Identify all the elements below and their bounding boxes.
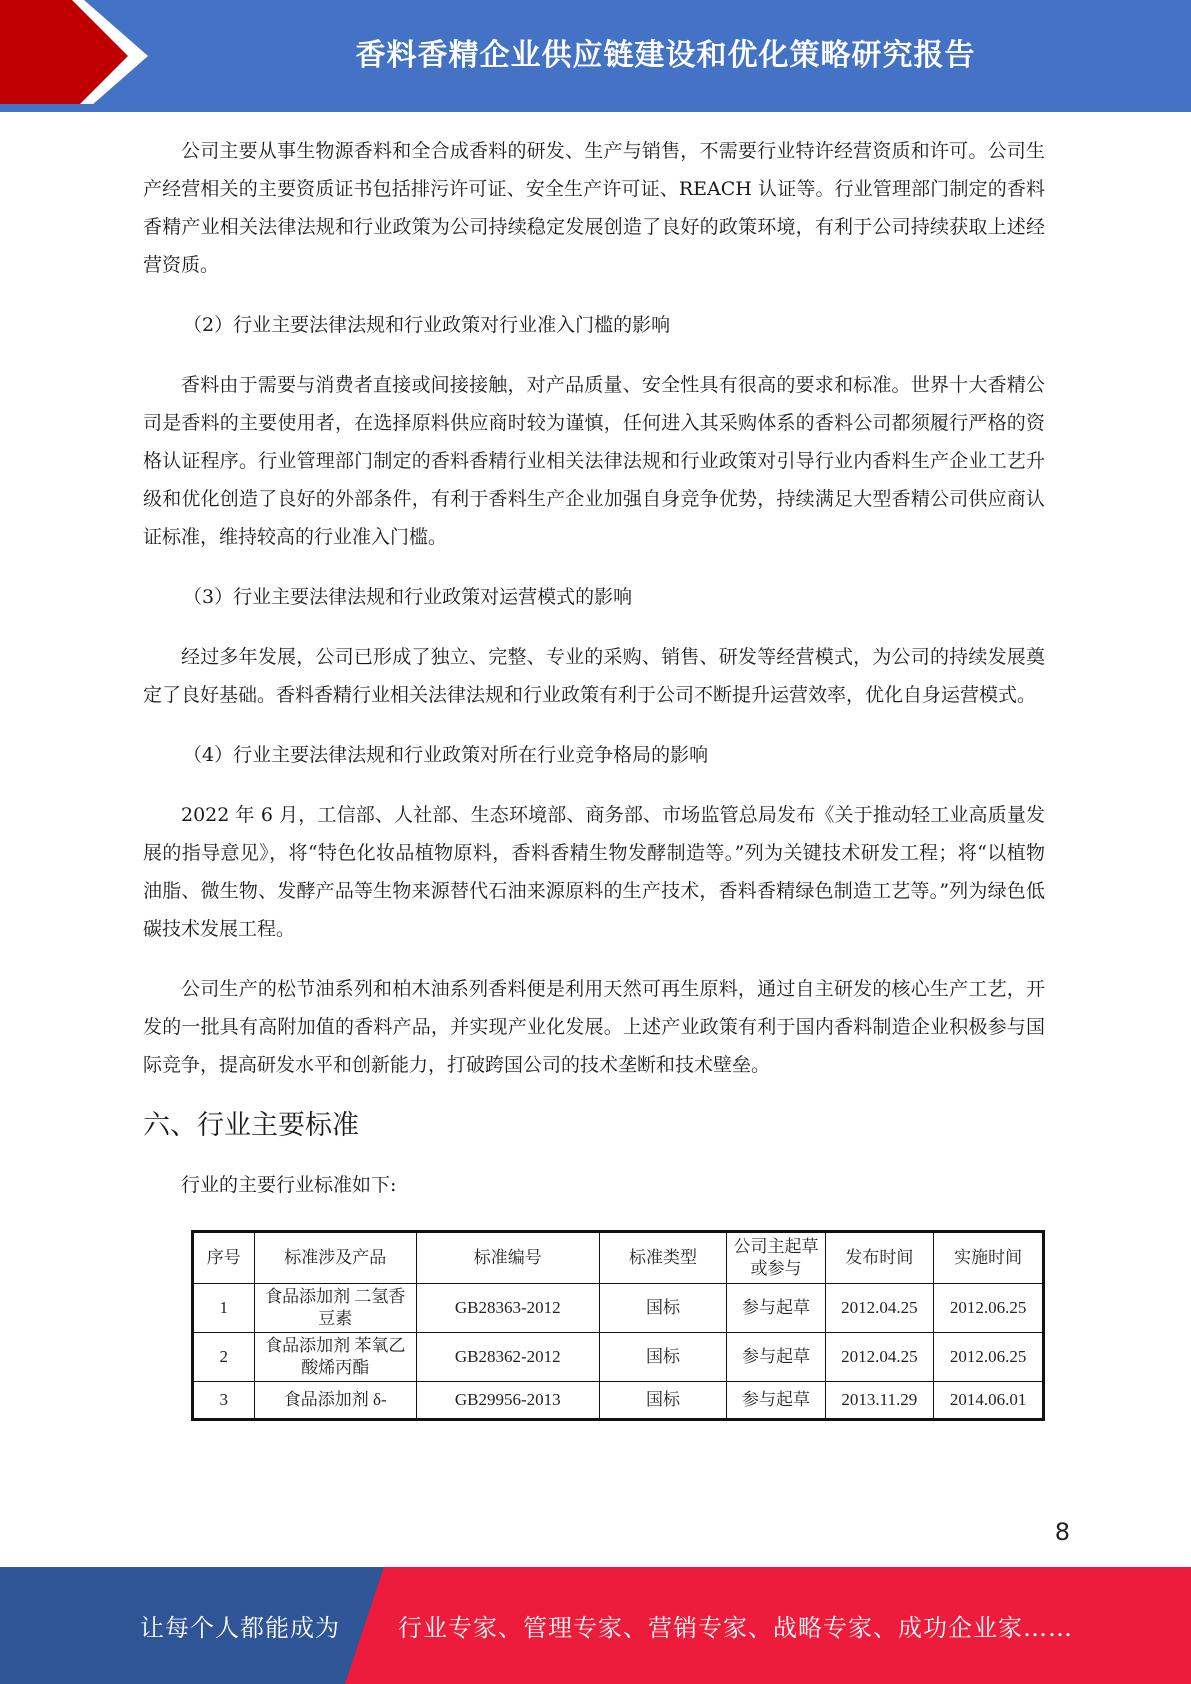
column-header-standard-type: 标准类型 xyxy=(599,1232,727,1284)
table-cell: 国标 xyxy=(599,1382,727,1420)
table-intro: 行业的主要行业标准如下: xyxy=(181,1174,397,1196)
table-cell: 食品添加剂 苯氧乙酸烯丙酯 xyxy=(254,1333,416,1382)
subheading-competition: （4）行业主要法律法规和行业政策对所在行业竞争格局的影响 xyxy=(183,744,709,766)
paragraph-qualifications: 公司主要从事生物源香料和全合成香料的研发、生产与销售，不需要行业特许经营资质和许可。公司生产经营相关的主要资质证书包括排污许可证、安全生产许可证、REACH 认证等。行业管理部门制定的香料香精产业相关法律法规和行业政策为公司持续稳定发展创造了良好的政策环境，有利于公司持续获取上述经营资质。 xyxy=(143,140,1045,276)
column-header-standard-number: 标准编号 xyxy=(416,1232,599,1284)
table-cell: GB28363-2012 xyxy=(416,1284,599,1333)
table-row xyxy=(193,1382,1044,1420)
paragraph-products: 公司生产的松节油系列和柏木油系列香料便是利用天然可再生原料，通过自主研发的核心生产工艺，开发的一批具有高附加值的香料产品，并实现产业化发展。上述产业政策有利于国内香料制造企业积极参与国际竞争，提高研发水平和创新能力，打破跨国公司的技术垄断和技术壁垒。 xyxy=(143,978,1045,1076)
standards-table xyxy=(191,1230,1045,1421)
table-header-row xyxy=(193,1232,1044,1284)
table-cell: 2012.06.25 xyxy=(934,1284,1044,1333)
column-header-effective-date: 实施时间 xyxy=(934,1232,1044,1284)
table-cell: 2 xyxy=(193,1333,255,1382)
table-row xyxy=(193,1284,1044,1333)
table-cell: 国标 xyxy=(599,1284,727,1333)
footer-slogan-right: 行业专家、管理专家、营销专家、战略专家、成功企业家…… xyxy=(398,1614,1073,1642)
page-header xyxy=(0,0,1191,112)
table-cell: 2012.04.25 xyxy=(825,1333,934,1382)
table-cell: 食品添加剂 δ- xyxy=(254,1382,416,1420)
table-row xyxy=(193,1333,1044,1382)
table-cell: 国标 xyxy=(599,1333,727,1382)
table-cell: 参与起草 xyxy=(727,1284,825,1333)
page-number: 8 xyxy=(1054,1518,1070,1546)
table-cell: GB28362-2012 xyxy=(416,1333,599,1382)
section-heading-standards: 六、行业主要标准 xyxy=(143,1110,359,1141)
table-cell: GB29956-2013 xyxy=(416,1382,599,1420)
main-content xyxy=(143,132,1045,1421)
table-cell: 1 xyxy=(193,1284,255,1333)
column-header-role: 公司主起草或参与 xyxy=(727,1232,825,1284)
table-cell: 3 xyxy=(193,1382,255,1420)
report-title: 香料香精企业供应链建设和优化策略研究报告 xyxy=(355,38,976,73)
paragraph-policy-2022: 2022 年 6 月，工信部、人社部、生态环境部、商务部、市场监管总局发布《关于推动轻工业高质量发展的指导意见》，将“特色化妆品植物原料，香料香精生物发酵制造等。”列为关键技术研发工程；将“以植物油脂、微生物、发酵产品等生物来源替代石油来源原料的生产技术，香料香精绿色制造工艺等。”列为绿色低碳技术发展工程。 xyxy=(143,804,1045,940)
table-cell: 2012.04.25 xyxy=(825,1284,934,1333)
column-header-index: 序号 xyxy=(193,1232,255,1284)
footer-slogan-left: 让每个人都能成为 xyxy=(140,1614,340,1642)
table-cell: 食品添加剂 二氢香豆素 xyxy=(254,1284,416,1333)
subheading-operating-model: （3）行业主要法律法规和行业政策对运营模式的影响 xyxy=(183,586,633,608)
table-cell: 参与起草 xyxy=(727,1333,825,1382)
table-cell: 参与起草 xyxy=(727,1382,825,1420)
table-cell: 2013.11.29 xyxy=(825,1382,934,1420)
paragraph-entry-threshold: 香料由于需要与消费者直接或间接接触，对产品质量、安全性具有很高的要求和标准。世界十大香精公司是香料的主要使用者，在选择原料供应商时较为谨慎，任何进入其采购体系的香料公司都须履行严格的资格认证程序。行业管理部门制定的香料香精行业相关法律法规和行业政策对引导行业内香料生产企业工艺升级和优化创造了良好的外部条件，有利于香料生产企业加强自身竞争优势，持续满足大型香精公司供应商认证标准，维持较高的行业准入门槛。 xyxy=(143,374,1045,548)
table-cell: 2014.06.01 xyxy=(934,1382,1044,1420)
paragraph-operating-model: 经过多年发展，公司已形成了独立、完整、专业的采购、销售、研发等经营模式，为公司的持续发展奠定了良好基础。香料香精行业相关法律法规和行业政策有利于公司不断提升运营效率，优化自身运营模式。 xyxy=(143,646,1045,706)
column-header-release-date: 发布时间 xyxy=(825,1232,934,1284)
page-footer xyxy=(0,1567,1191,1684)
column-header-product: 标准涉及产品 xyxy=(254,1232,416,1284)
table-cell: 2012.06.25 xyxy=(934,1333,1044,1382)
subheading-entry-threshold: （2）行业主要法律法规和行业政策对行业准入门槛的影响 xyxy=(183,314,671,336)
